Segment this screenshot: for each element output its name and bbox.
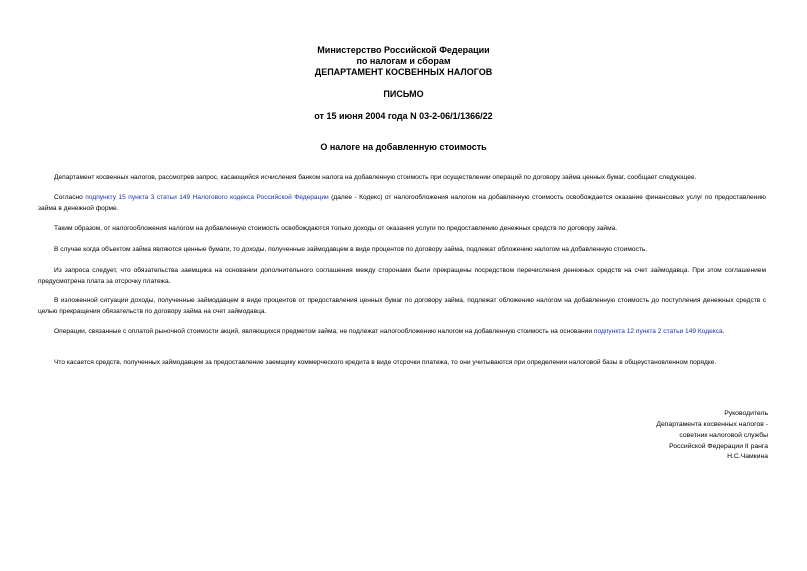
paragraph-7 bbox=[38, 326, 766, 337]
paragraph-5-text: Из запроса следует, что обязательства заемщика на основании дополнительного соглашения между сторонами были прекращены посредством перечисления денежных средств на счет займодавца. При этом соглашением предусмотрена плата за отсрочку платежа. bbox=[38, 267, 766, 285]
header-department: ДЕПАРТАМЕНТ КОСВЕННЫХ НАЛОГОВ bbox=[314, 67, 493, 77]
signature-department: Департамента косвенных налогов - bbox=[656, 421, 768, 428]
paragraph-2-text-before: Согласно bbox=[54, 194, 86, 201]
paragraph-8-text: Что касается средств, полученных займодавцем за предоставление заемщику коммерческого кредита в виде отсрочки платежа, то они учитываются при определении налоговой базы в общеустановленном порядке. bbox=[54, 359, 717, 366]
document-type: ПИСЬМО bbox=[383, 89, 424, 99]
paragraph-6-text: В изложенной ситуации доходы, полученные займодавцем в виде процентов от предоставления ценных бумаг по договору займа, подлежат обложению налогом на добавленную стоимость до поступления денежных средств с целью прекращения обязательств по договору займа на счет займодавца. bbox=[38, 297, 766, 315]
paragraph-4-text: В случае когда объектом займа являются ценные бумаги, то доходы, полученные займодавцем в виде процентов по договору займа, подлежат обложению налогом на добавленную стоимость. bbox=[54, 246, 648, 253]
header-ministry-line1: Министерство Российской Федерации bbox=[317, 45, 490, 55]
signature-rank-line1: советник налоговой службы bbox=[679, 432, 768, 439]
paragraph-7-text-before: Операции, связанные с оплатой рыночной стоимости акций, являющихся предметом займа, не подлежат налогообложению налогом на добавленную стоимость на основании bbox=[54, 328, 594, 335]
paragraph-3 bbox=[38, 223, 766, 234]
paragraph-2 bbox=[38, 192, 766, 214]
paragraph-4 bbox=[38, 244, 766, 255]
signature-rank-line2: Российской Федерации II ранга bbox=[669, 443, 768, 450]
paragraph-7-text-after: . bbox=[722, 328, 725, 335]
signature-position: Руководитель bbox=[724, 410, 768, 417]
link-code-article-149-p2-sp12[interactable]: подпункта 12 пункта 2 статьи 149 Кодекса bbox=[593, 328, 723, 335]
paragraph-2-text-after: (далее - Кодекс) от налогообложения налогом на добавленную стоимость освобождается оказание финансовых услуг по предоставлению займа в денежной форме. bbox=[38, 194, 766, 212]
paragraph-3-text: Таким образом, от налогообложения налогом на добавленную стоимость освобождаются только доходы от оказания услуги по предоставлению денежных средств по договору займа. bbox=[54, 225, 618, 232]
paragraph-1 bbox=[38, 172, 766, 183]
paragraph-6 bbox=[38, 295, 766, 317]
paragraph-5 bbox=[38, 265, 766, 287]
paragraph-8 bbox=[38, 357, 766, 368]
document-date-number: от 15 июня 2004 года N 03-2-06/1/1366/22 bbox=[314, 111, 493, 121]
header-ministry-line2: по налогам и сборам bbox=[356, 56, 451, 66]
paragraph-1-text: Департамент косвенных налогов, рассмотрев запрос, касающийся исчисления банком налога на добавленную стоимость при осуществлении операций по договору займа ценных бумаг, сообщает следующее. bbox=[54, 174, 697, 181]
document-subject: О налоге на добавленную стоимость bbox=[320, 142, 487, 152]
signature-name: Н.С.Чамкина bbox=[727, 453, 768, 460]
link-tax-code-article-149-p3-sp15[interactable]: подпункту 15 пункта 3 статьи 149 Налогового кодекса Российской Федерации bbox=[85, 194, 329, 201]
